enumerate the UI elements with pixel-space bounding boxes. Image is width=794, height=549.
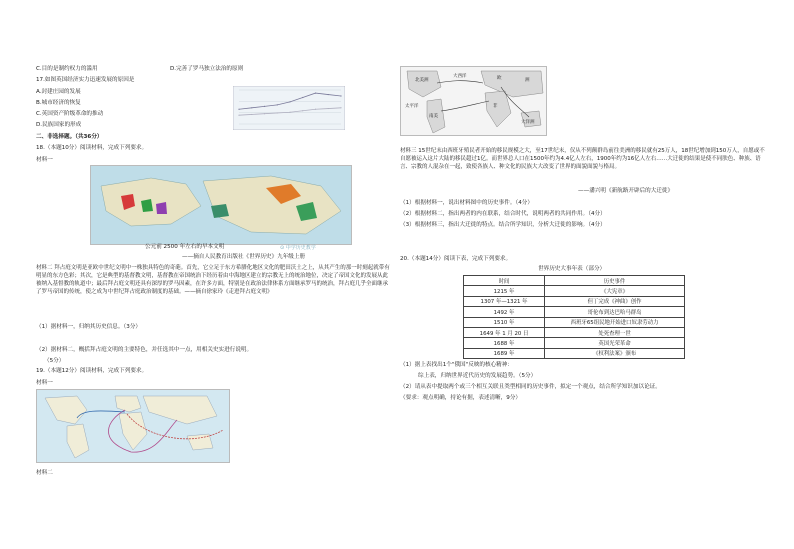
q18-part1: （1）据材料一，归纳其历史信息。（3分） bbox=[36, 324, 142, 330]
chart-point bbox=[302, 97, 303, 98]
table-row bbox=[464, 327, 685, 337]
chart-point bbox=[251, 107, 252, 108]
table-cell: 但丁完成《神曲》创作 bbox=[545, 296, 685, 306]
migration-map bbox=[400, 66, 547, 136]
table-cell: 1492 年 bbox=[464, 307, 545, 317]
chart-point bbox=[238, 109, 239, 110]
q20-part2-requirement: （要求：观点明确，持论有据，表述清晰，9分） bbox=[400, 395, 522, 401]
material-3-paragraph: 材料三 15世纪末由西班牙殖民者开始的移民规模之大，至17世纪末，仅从不列颠群岛前往美洲的移民就有25万人，18世纪增加到150万人，自愿或不自愿被运入这片大陆的移民超过1亿。而世界总人口在1500年约为4.4亿人左右，1900年约为16亿人左右……大迁徙的结果是使不同肤色、种族、语言、宗教的人混杂在一起，致使各族人、种文化的民族大大改变了世界的面貌面貌与格局。 bbox=[400, 148, 765, 170]
chart-point bbox=[315, 92, 316, 93]
table-cell: 西班牙65组民地开始进口奴隶劳动力 bbox=[545, 317, 685, 327]
q19-part1: （1）根据材料一，说出材料图中的历史事件。（4分） bbox=[400, 200, 533, 206]
material-1-label: 材料一 bbox=[36, 157, 53, 163]
chart-point bbox=[289, 101, 290, 102]
chart-point bbox=[328, 108, 329, 109]
table-header-row bbox=[464, 276, 685, 286]
chart-point bbox=[277, 112, 278, 113]
chart-point bbox=[302, 110, 303, 111]
q19-part3: （3）根据材料三，指出大迁徙的特点。结合所学知识，分析大迁徙的影响。（4分） bbox=[400, 222, 606, 228]
table-title: 世界历史大事年表（部分） bbox=[538, 266, 606, 272]
option-c: C.目的是制约权力的滥用 bbox=[36, 66, 98, 72]
table-row bbox=[464, 348, 685, 358]
history-events-table bbox=[463, 275, 685, 359]
chart-point bbox=[238, 115, 239, 116]
table-cell: 1510 年 bbox=[464, 317, 545, 327]
chart-point bbox=[328, 94, 329, 95]
option-d: D.完善了罗马独立法治的原则 bbox=[170, 66, 244, 72]
q20-part2: （2）请从表中提取两个或三个相互关联且类型相同的历史事件，拟定一个观点，结合所学知识加以论证。 bbox=[400, 384, 661, 390]
question-17: 17.如图英国经济实力迅速发展的原因是 bbox=[36, 77, 135, 83]
material-1b-label: 材料一 bbox=[36, 380, 53, 386]
ancient-civilization-map bbox=[90, 165, 352, 245]
material-2b-label: 材料二 bbox=[36, 470, 53, 476]
table-cell: 1688 年 bbox=[464, 338, 545, 348]
table-cell: 英国光荣革命 bbox=[545, 338, 685, 348]
map1-caption: 公元前 2500 年左右的早本文明 bbox=[145, 244, 225, 250]
q17-option-c: C.英国资产阶级革命的推动 bbox=[36, 111, 104, 117]
question-18: 18.（本题10分）阅读材料，完成下列要求。 bbox=[36, 145, 148, 151]
q17-option-a: A.封建庄园的发展 bbox=[36, 89, 81, 95]
chart-point bbox=[251, 114, 252, 115]
table-cell: 1307 年—1321 年 bbox=[464, 296, 545, 306]
map1-source: ——摘自人民教育出版社《世界历史》九年级上册 bbox=[182, 254, 306, 260]
table-row bbox=[464, 286, 685, 296]
question-20: 20.（本题14分）阅读下表，完成下列要求。 bbox=[400, 256, 512, 262]
map-label-africa: 非 bbox=[493, 104, 498, 109]
chart-point bbox=[264, 106, 265, 107]
table-header: 时间 bbox=[464, 276, 545, 286]
migration-map-graphic bbox=[401, 67, 546, 135]
chart-point bbox=[289, 112, 290, 113]
chart-point bbox=[340, 95, 341, 96]
table-cell: 1649 年 1 月 20 日 bbox=[464, 327, 545, 337]
material-2-paragraph: 材料二 拜占庭文明是亚欧中世纪文明中一株独具特色的奇葩。首先，它立足于东方希腊化地区文化的肥田沃土之上，从其产生的那一时刻起就带有明显的东方色彩；其次，它是典型的基督教文明，基督教在帝国统治下经历着由中海地区建立的宗教无上的统治地位，决定了帝国文化的发展从此被纳入基督教的轨道中；最后拜占庭文明还具有深厚的罗马因素，在许多方面，特别是在政治法律体系方面继承罗马的统治，拜占庭几乎全面继承了罗马帝国的传统，使之成为中世纪拜占庭政治制度的基础。——摘自徐家玲《走进拜占庭文明》 bbox=[36, 265, 390, 295]
q19-part2: （2）根据材料二，指出两者的内在联系，结合时代，说明两者的共同作用。（4分） bbox=[400, 211, 606, 217]
watermark-label: ⊙ 中学历史教学 bbox=[280, 245, 316, 251]
table-cell: 1689 年 bbox=[464, 348, 545, 358]
table-cell: 《大宪章》 bbox=[545, 286, 685, 296]
q18-part2: （2）据材料二，概括拜占庭文明的主要特色，并任选其中一点，用相关史实进行说明。 bbox=[36, 347, 253, 353]
q18-part2-points: （5分） bbox=[44, 358, 65, 364]
q17-option-d: D.民族国家的形成 bbox=[36, 122, 82, 128]
table-row bbox=[464, 307, 685, 317]
table-row bbox=[464, 296, 685, 306]
map-label-europe: 欧 bbox=[497, 76, 502, 81]
material-3-source: ——潘兴明《新航路开辟后的大迁徙》 bbox=[578, 188, 674, 194]
q20-part1b: 综上表，归纳世界近代历史的发展趋势。（5分） bbox=[418, 373, 537, 379]
map-label-australia: 大洋洲 bbox=[521, 120, 535, 125]
table-row bbox=[464, 317, 685, 327]
q20-part1a: （1）据上表找出1个"俄国"反映的核心精神： bbox=[400, 362, 513, 368]
chart-point bbox=[315, 109, 316, 110]
table-cell: 处死查理一世 bbox=[545, 327, 685, 337]
map-label-atlantic: 大西洋 bbox=[453, 74, 467, 79]
table-cell: 《权利法案》颁布 bbox=[545, 348, 685, 358]
economic-growth-chart bbox=[233, 86, 345, 130]
q17-option-b: B.城市经济的恢复 bbox=[36, 100, 81, 106]
section-2-heading: 二、非选择题。（共36分） bbox=[36, 134, 103, 140]
chart-point bbox=[264, 113, 265, 114]
map-label-pacific: 太平洋 bbox=[405, 104, 419, 109]
table-cell: 1215 年 bbox=[464, 286, 545, 296]
chart-point bbox=[340, 107, 341, 108]
table-row bbox=[464, 338, 685, 348]
map-label-south-america: 南美 bbox=[429, 114, 438, 119]
ancient-map-graphic bbox=[91, 166, 351, 244]
table-header: 历史事件 bbox=[545, 276, 685, 286]
voyage-map-graphic bbox=[37, 390, 229, 462]
map-label-asia: 洲 bbox=[525, 78, 530, 83]
table-cell: 哥伦布到达巴哈马群岛 bbox=[545, 307, 685, 317]
question-19: 19.（本题12分）阅读材料，完成下列要求。 bbox=[36, 368, 148, 374]
chart-point bbox=[277, 104, 278, 105]
map-label-north-america: 北美洲 bbox=[415, 78, 429, 83]
voyage-route-map bbox=[36, 389, 230, 463]
